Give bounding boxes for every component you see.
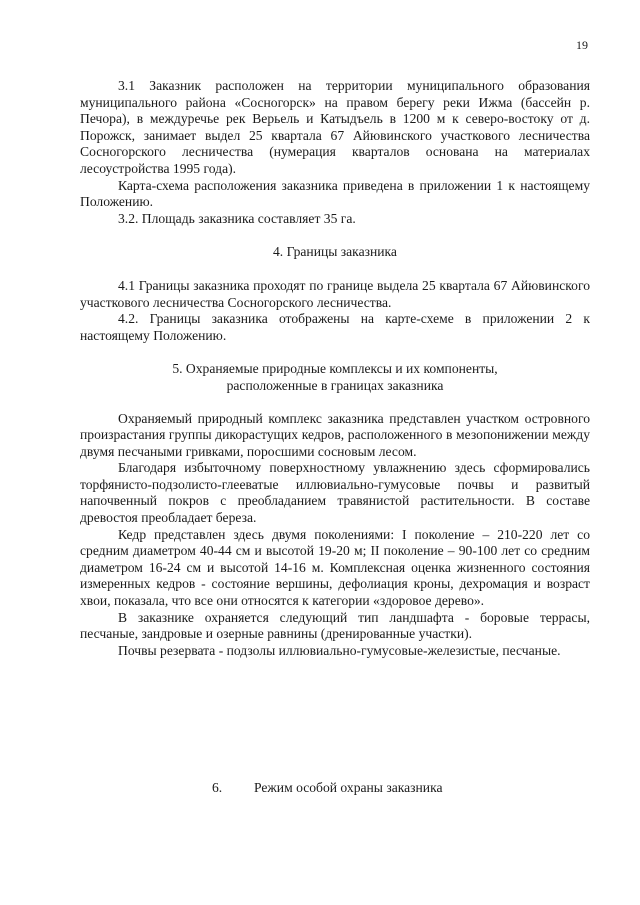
- section-4-heading: 4. Границы заказника: [273, 244, 397, 260]
- section-6-number: 6.: [212, 780, 223, 795]
- section-5-heading: [80, 361, 590, 394]
- clause-4-1: 4.1 Границы заказника проходят по границе выдела 25 квартала 67 Айювинского участкового лесничества Сосногорского лесничества.: [80, 277, 590, 310]
- page-number: 19: [576, 38, 588, 52]
- clause-3-1: 3.1 Заказник расположен на территории муниципального образования муниципального района «Сосногорск» на правом берегу реки Ижма (бассейн р. Печора), в междуречье рек Верьель и Катыдъель в 1200 м к северо-востоку от д. Порожск, занимает выдел 25 квартала 67 Айювинского участкового лесничества Сосногорского лесничества (нумерация кварталов основана на материалах лесоустройства 1995 года).: [80, 78, 590, 176]
- clause-4-2: 4.2. Границы заказника отображены на карте-схеме в приложении 2 к настоящему Положению.: [80, 311, 590, 343]
- section-6-title: Режим особой охраны заказника: [254, 780, 443, 795]
- clause-3-1-map-reference: Карта-схема расположения заказника приведена в приложении 1 к настоящему Положению.: [80, 177, 590, 210]
- section-5-heading-line-2: расположенные в границах заказника: [226, 377, 444, 393]
- paragraph-cedar-generations: Кедр представлен здесь двумя поколениями: I поколение – 210-220 лет со средним диаметром 40-44 см и высотой 19-20 м; II поколение – 90-100 лет со средним диаметром 16-24 см и высотой 14-16 м. Комплексная оценка жизненного состояния измеренных кедров - состояние вершины, дефолиация кроны, дехромация и возраст хвои, показала, что все они относятся к категории «здоровое дерево».: [80, 526, 590, 609]
- section-6-heading: [212, 780, 443, 796]
- paragraph-soils-vegetation: Благодаря избыточному поверхностному увлажнению здесь сформировались торфянисто-подзолисто-глееватые иллювиально-гумусовые почвы и развитый напочвенный покров с преобладанием травянистой растительности. В составе древостоя преобладает береза.: [80, 460, 590, 526]
- paragraph-landscape: В заказнике охраняется следующий тип ландшафта - боровые террасы, песчаные, зандровые и озерные равнины (дренированные участки).: [80, 609, 590, 642]
- paragraph-protected-complex: Охраняемый природный комплекс заказника представлен участком островного произрастания группы дикорастущих кедров, расположенного в мезопонижении между двумя песчаными гривками, поросшими сосновым лесом.: [80, 410, 590, 459]
- paragraph-reserve-soils: Почвы резервата - подзолы иллювиально-гумусовые-железистые, песчаные.: [118, 642, 561, 658]
- section-5-heading-line-1: 5. Охраняемые природные комплексы и их компоненты,: [172, 361, 498, 377]
- document-body: [80, 78, 590, 659]
- clause-3-2: 3.2. Площадь заказника составляет 35 га.: [118, 210, 356, 226]
